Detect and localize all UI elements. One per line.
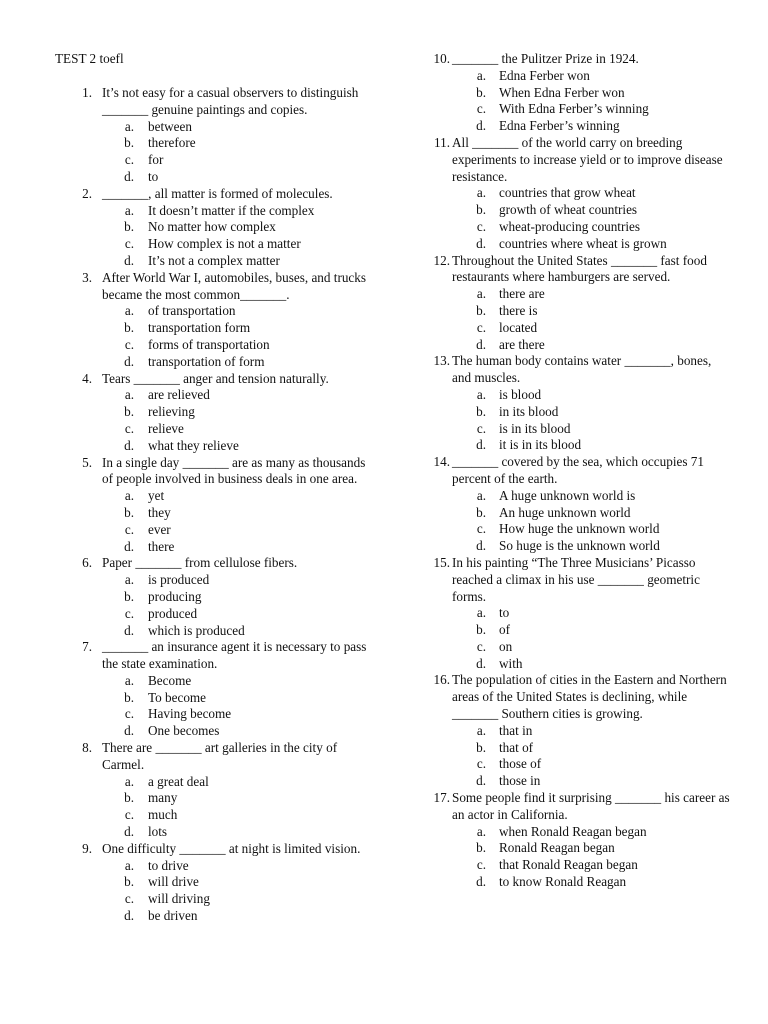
option-text: to [499,605,510,621]
answer-option [0,68,768,85]
option-letter: a. [124,857,134,873]
answer-option [0,639,768,656]
option-letter: d. [476,773,486,789]
option-text: To become [148,689,207,705]
option-letter: b. [476,302,486,318]
question-text: _______ the Pulitzer Prize in 1924. [452,51,639,66]
option-text: is produced [148,572,210,588]
option-letter: c. [476,319,486,335]
option-text: which is produced [148,622,245,638]
option-text: are relieved [148,387,210,403]
option-text: a great deal [148,773,209,789]
option-text: Become [148,672,192,688]
question-text: It’s not easy for a casual observers to distinguish _______ genuine paintings and copies. [102,85,359,117]
question-number: 1. [82,85,92,100]
answer-option [0,488,768,505]
option-text: When Edna Ferber won [499,84,625,100]
option-text: there are [499,286,545,302]
option-letter: c. [476,857,486,873]
option-letter: c. [476,638,486,654]
option-text: between [148,118,192,134]
answer-option [0,740,768,757]
option-text: to [148,168,159,184]
option-letter: c. [476,756,486,772]
answer-option [0,387,768,404]
question-number: 9. [82,840,92,856]
option-letter: b. [476,622,486,638]
option-letter: a. [124,672,134,688]
option-letter: c. [476,101,486,117]
answer-options [0,185,768,252]
option-letter: c. [476,420,486,436]
option-text: be driven [148,908,198,924]
option-letter: b. [124,320,134,336]
option-letter: d. [476,874,486,890]
option-text: Having become [148,706,232,722]
option-letter: a. [476,487,486,503]
question-item [0,672,768,790]
option-letter: d. [476,336,486,352]
answer-options [0,68,768,135]
option-letter: c. [124,420,134,436]
option-letter: a. [476,185,486,201]
question-item [0,790,768,891]
option-letter: a. [124,387,134,403]
question-text: The human body contains water _______, bones, and muscles. [452,353,712,386]
option-text: One becomes [148,723,220,739]
question-text: _______ covered by the sea, which occupies 71 percent of the earth. [452,454,704,486]
answer-option [0,605,768,622]
question-number: 12. [433,252,450,268]
answer-option [0,404,768,421]
option-letter: d. [124,437,134,453]
option-text: they [148,504,171,520]
question-number: 17. [433,790,450,806]
option-text: much [148,807,178,823]
right-question-column [0,51,768,891]
option-text: So huge is the unknown world [499,538,660,554]
option-letter: b. [124,790,134,806]
option-letter: a. [476,386,486,402]
option-letter: a. [476,286,486,302]
question-number: 5. [82,454,92,470]
question-text: _______ an insurance agent it is necessary to pass the state examination. [102,639,367,672]
option-text: growth of wheat countries [499,202,638,218]
option-letter: b. [476,840,486,856]
option-letter: c. [124,336,134,352]
option-letter: d. [124,824,134,840]
option-text: for [148,152,164,168]
option-letter: b. [124,588,134,604]
answer-option [0,236,768,253]
option-letter: d. [124,353,134,369]
option-text: will driving [148,891,210,907]
answer-option [0,840,768,857]
question-item [0,135,768,253]
option-text: yet [148,488,165,504]
option-letter: b. [124,219,134,235]
option-text: those of [499,756,542,772]
option-text: there is [499,302,538,318]
answer-option [0,320,768,337]
option-text: Ronald Reagan began [499,840,615,856]
question-text: Tears _______ anger and tension naturally. [102,370,329,386]
option-letter: d. [476,118,486,134]
option-letter: d. [476,437,486,453]
answer-option [0,185,768,202]
option-text: forms of transportation [148,336,270,352]
answer-options [0,824,768,891]
question-text: In a single day _______ are as many as thousands of people involved in business deals in one area. [102,454,366,487]
option-letter: a. [124,572,134,588]
option-text: produced [148,605,198,621]
answer-option [0,656,768,673]
option-letter: b. [124,689,134,705]
question-text: All _______ of the world carry on breeding experiments to increase yield or to improve disease resistance. [452,134,723,184]
option-letter: d. [124,908,134,924]
option-text: that Ronald Reagan began [499,857,638,873]
option-text: It doesn’t matter if the complex [148,202,315,218]
option-text: to drive [148,857,189,873]
option-text: wheat-producing countries [499,218,640,234]
option-text: on [499,638,513,654]
question-text: Paper _______ from cellulose fibers. [102,555,298,571]
option-text: are there [499,336,545,352]
option-text: It’s not a complex matter [148,252,280,268]
option-text: How huge the unknown world [499,521,660,537]
answer-option [0,337,768,354]
option-text: will drive [148,874,199,890]
option-text: when Ronald Reagan began [499,823,647,839]
answer-options [0,488,768,555]
answer-options [0,605,768,672]
question-text: After World War I, automobiles, buses, and trucks became the most common_______. [102,269,367,302]
option-text: How complex is not a matter [148,236,301,252]
option-text: that of [499,739,534,755]
answer-option [0,202,768,219]
option-text: With Edna Ferber’s winning [499,101,649,117]
option-letter: b. [124,874,134,890]
answer-option [0,505,768,522]
answer-options [0,286,768,353]
answer-option [0,303,768,320]
option-letter: d. [124,622,134,638]
option-letter: c. [476,218,486,234]
option-letter: c. [124,706,134,722]
answer-options [0,387,768,454]
option-letter: b. [124,404,134,420]
option-text: transportation form [148,320,251,336]
question-item [0,51,768,135]
option-text: those in [499,773,541,789]
option-text: many [148,790,178,806]
option-letter: b. [476,403,486,419]
option-letter: d. [124,252,134,268]
answer-option [0,101,768,118]
option-letter: a. [476,823,486,839]
question-number: 6. [82,555,92,571]
question-number: 15. [433,554,450,570]
answer-option [0,891,384,908]
option-letter: c. [124,236,134,252]
option-text: relieving [148,404,195,420]
answer-option [0,219,768,236]
question-number: 10. [433,51,450,66]
option-text: that in [499,722,533,738]
option-text: ever [148,521,171,537]
option-letter: c. [124,521,134,537]
question-item [0,353,768,454]
test-title: TEST 2 toefl [55,51,124,66]
option-letter: a. [476,605,486,621]
answer-option [0,286,768,303]
option-letter: a. [124,118,134,134]
option-letter: d. [124,538,134,554]
option-text: producing [148,588,202,604]
question-number: 16. [433,672,450,688]
option-text: countries where wheat is grown [499,235,667,251]
answer-option [0,622,768,639]
option-letter: a. [124,202,134,218]
option-letter: c. [476,521,486,537]
option-letter: d. [124,723,134,739]
option-letter: c. [124,891,134,907]
option-letter: a. [476,67,486,83]
option-text: therefore [148,135,196,151]
question-number: 7. [82,639,92,655]
option-text: Edna Ferber won [499,67,590,83]
option-letter: a. [124,773,134,789]
option-text: An huge unknown world [499,504,631,520]
option-text: is blood [499,386,542,402]
option-text: of [499,622,510,638]
option-letter: a. [476,722,486,738]
option-text: relieve [148,420,184,436]
question-item [0,555,768,673]
option-text: what they relieve [148,437,239,453]
option-text: lots [148,824,168,840]
question-number: 3. [82,269,92,285]
option-text: transportation of form [148,353,265,369]
option-text: A huge unknown world is [499,487,636,503]
option-text: No matter how complex [148,219,276,235]
option-text: to know Ronald Reagan [499,874,627,890]
option-letter: d. [124,168,134,184]
option-text: located [499,319,538,335]
option-letter: d. [476,538,486,554]
answer-option [0,421,768,438]
answer-option [0,538,768,555]
option-text: is in its blood [499,420,571,436]
answer-option [0,824,768,841]
question-text: The population of cities in the Eastern and Northern areas of the United States is declining, while _______ Southern cities is growing. [452,672,727,722]
question-number: 11. [434,134,450,150]
question-text: Throughout the United States _______ fast food restaurants where hamburgers are served. [452,252,707,285]
question-item [0,454,768,555]
option-letter: c. [124,152,134,168]
option-text: Edna Ferber’s winning [499,118,620,134]
option-text: there [148,538,175,554]
answer-option [0,437,768,454]
option-letter: b. [476,84,486,100]
question-number: 14. [433,454,450,470]
option-letter: d. [476,235,486,251]
option-letter: b. [476,202,486,218]
answer-option [0,723,768,740]
question-text: One difficulty _______ at night is limited vision. [102,840,361,856]
option-letter: b. [476,739,486,755]
option-letter: c. [124,807,134,823]
option-letter: a. [124,303,134,319]
question-number: 8. [82,740,92,756]
answer-option [0,756,768,773]
question-text: Some people find it surprising _______ his career as an actor in California. [452,790,730,822]
answer-option [0,874,768,891]
question-item [0,253,768,354]
answer-option [0,118,768,135]
option-letter: c. [124,605,134,621]
question-number: 4. [82,370,92,386]
answer-option [0,773,768,790]
option-letter: b. [476,504,486,520]
answer-option [0,85,768,102]
question-number: 2. [82,185,92,201]
option-text: with [499,655,523,671]
option-text: countries that grow wheat [499,185,636,201]
option-text: of transportation [148,303,236,319]
option-text: in its blood [499,403,559,419]
answer-options [0,723,768,790]
answer-option [0,857,768,874]
question-number: 13. [433,353,450,369]
option-letter: a. [124,488,134,504]
answer-option [0,908,384,925]
answer-option [0,521,768,538]
option-letter: b. [124,135,134,151]
option-text: it is in its blood [499,437,582,453]
option-letter: d. [476,655,486,671]
option-letter: b. [124,504,134,520]
question-text: In his painting “The Three Musicians’ Picasso reached a climax in his use _______ geometric forms. [452,554,700,604]
question-text: _______, all matter is formed of molecules. [102,185,333,201]
question-text: There are _______ art galleries in the city of Carmel. [102,740,338,772]
